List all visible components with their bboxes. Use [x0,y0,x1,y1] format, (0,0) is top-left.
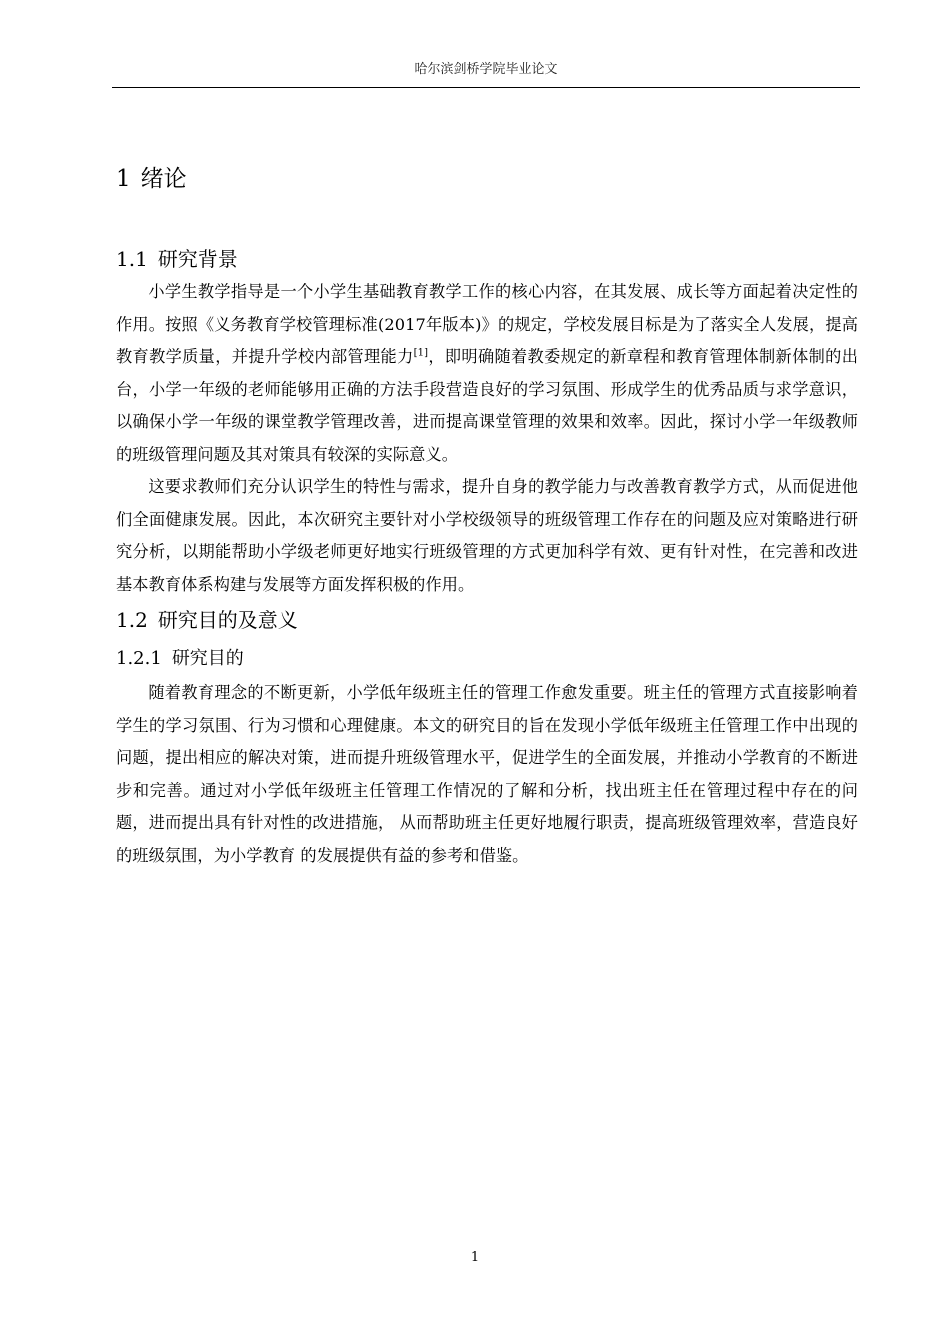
document-body [116,160,858,872]
paragraph-text: 小学生教学指导是一个小学生基础教育教学工作的核心内容，在其发展、成长等方面起着决定性的作用。按照《义务教育学校管理标准(2017年版本)》的规定，学校发展目标是为了落实全人发展，提高教育教学质量，并提升学校内部管理能力 [116,282,858,366]
purpose-paragraph: 随着教育理念的不断更新，小学低年级班主任的管理工作愈发重要。班主任的管理方式直接影响着学生的学习氛围、行为习惯和心理健康。本文的研究目的旨在发现小学低年级班主任管理工作中出现的问题，提出相应的解决对策，进而提升班级管理水平，促进学生的全面发展，并推动小学教育的不断进步和完善。通过对小学低年级班主任管理工作情况的了解和分析，找出班主任在管理过程中存在的问题，进而提出具有针对性的改进措施， 从而帮助班主任更好地履行职责，提高班级管理效率，营造良好的班级氛围，为小学教育 的发展提供有益的参考和借鉴。 [116,683,858,865]
subsection-number: 1.2.1 [116,648,162,669]
chapter-number: 1 [116,166,131,192]
page-number: 1 [470,1250,480,1265]
section-heading-1-2 [116,603,858,637]
page-header [112,60,860,88]
citation-ref: [1] [413,347,429,359]
section-number: 1.1 [116,247,148,271]
background-paragraph-2: 这要求教师们充分认识学生的特性与需求，提升自身的教学能力与改善教育教学方式，从而促进他们全面健康发展。因此，本次研究主要针对小学校级领导的班级管理工作存在的问题及应对策略进行研究分析，以期能帮助小学级老师更好地实行班级管理的方式更加科学有效、更有针对性，在完善和改进基本教育体系构建与发展等方面发挥积极的作用。 [116,477,858,594]
section-title: 研究背景 [157,247,238,271]
section-number: 1.2 [116,608,148,632]
section-heading-1-1 [116,242,858,276]
background-paragraph-1 [116,276,858,471]
chapter-heading [116,160,858,198]
chapter-title: 绪论 [140,166,187,192]
paragraph-text: ，即明确随着教委规定的新章程和教育管理体制新体制的出台，小学一年级的老师能够用正确的方法手段营造良好的学习氛围、形成学生的优秀品质与求学意识，以确保小学一年级的课堂教学管理改善，进而提高课堂管理的效果和效率。因此，探讨小学一年级教师的班级管理问题及其对策具有较深的实际意义。 [116,347,858,464]
section-title: 研究目的及意义 [157,608,298,632]
header-title: 哈尔滨剑桥学院毕业论文 [414,62,558,77]
subsection-heading-1-2-1 [116,643,858,675]
subsection-title: 研究目的 [171,648,244,669]
